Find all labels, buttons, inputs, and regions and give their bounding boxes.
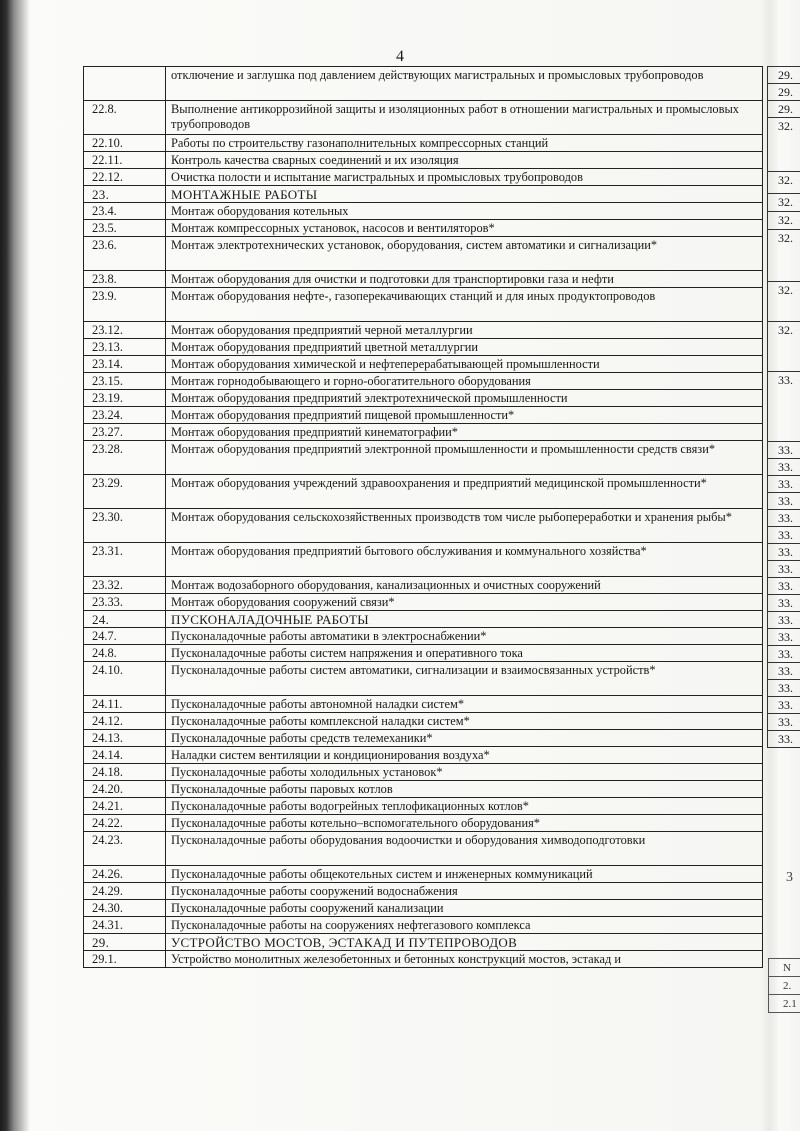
table-row — [84, 832, 763, 866]
neighbor-item-number: 33. — [768, 731, 800, 748]
table-row — [84, 424, 763, 441]
neighbor-row — [768, 510, 800, 527]
item-description: Пусконаладочные работы сооружений канализации — [166, 900, 763, 917]
neighbor-bottom-cell: 2. — [769, 977, 800, 995]
neighbor-item-number: 33. — [768, 714, 800, 731]
neighbor-item-number: 32. — [768, 212, 800, 230]
item-description: Наладки систем вентиляции и кондиционирования воздуха* — [166, 747, 763, 764]
neighbor-item-number: 32. — [768, 282, 800, 322]
neighbor-bottom-cell: N — [769, 959, 800, 977]
neighbor-bottom-row — [769, 995, 800, 1013]
item-description: Монтаж оборудования сельскохозяйственных производств том числе рыбопереработки и хранения рыбы* — [166, 509, 763, 543]
neighbor-item-number: 29. — [768, 101, 800, 118]
neighbor-row — [768, 629, 800, 646]
neighbor-page-fragment: 3 — [786, 870, 793, 885]
item-number: 24.26. — [84, 866, 166, 883]
neighbor-row — [768, 459, 800, 476]
table-row — [84, 152, 763, 169]
item-description: Пусконаладочные работы систем автоматики, сигнализации и взаимосвязанных устройств* — [166, 662, 763, 696]
table-row — [84, 237, 763, 271]
table-row — [84, 509, 763, 543]
item-number: 24.14. — [84, 747, 166, 764]
item-number: 22.8. — [84, 101, 166, 135]
item-number: 24.30. — [84, 900, 166, 917]
neighbor-row — [768, 714, 800, 731]
item-number: 22.10. — [84, 135, 166, 152]
table-body — [84, 67, 763, 968]
table-row — [84, 220, 763, 237]
item-description: Пусконаладочные работы котельно–вспомогательного оборудования* — [166, 815, 763, 832]
neighbor-item-number: 32. — [768, 172, 800, 194]
neighbor-row — [768, 118, 800, 172]
section-title: МОНТАЖНЫЕ РАБОТЫ — [166, 186, 763, 203]
table-row — [84, 815, 763, 832]
item-description: Пусконаладочные работы средств телемеханики* — [166, 730, 763, 747]
item-number: 23.13. — [84, 339, 166, 356]
table-row — [84, 883, 763, 900]
table-row — [84, 866, 763, 883]
table-row — [84, 764, 763, 781]
item-number — [84, 67, 166, 101]
table-row — [84, 373, 763, 390]
table-row — [84, 288, 763, 322]
item-description: Работы по строительству газонаполнительных компрессорных станций — [166, 135, 763, 152]
neighbor-item-number: 32. — [768, 230, 800, 282]
neighbor-page-table — [768, 67, 800, 748]
table-row — [84, 900, 763, 917]
item-number: 23.12. — [84, 322, 166, 339]
item-description: Пусконаладочные работы общекотельных систем и инженерных коммуникаций — [166, 866, 763, 883]
item-description: Монтаж оборудования предприятий черной металлургии — [166, 322, 763, 339]
neighbor-row — [768, 212, 800, 230]
section-row — [84, 186, 763, 203]
section-title: ПУСКОНАЛАДОЧНЫЕ РАБОТЫ — [166, 611, 763, 628]
neighbor-row — [768, 731, 800, 748]
item-number: 24.13. — [84, 730, 166, 747]
item-description: Пусконаладочные работы систем напряжения и оперативного тока — [166, 645, 763, 662]
neighbor-row — [768, 84, 800, 101]
table-row — [84, 917, 763, 934]
neighbor-item-number: 33. — [768, 544, 800, 561]
table-row — [84, 203, 763, 220]
table-row — [84, 101, 763, 135]
item-number: 23.24. — [84, 407, 166, 424]
neighbor-row — [768, 612, 800, 629]
section-row — [84, 611, 763, 628]
item-description: Пусконаладочные работы оборудования водоочистки и оборудования химводоподготовки — [166, 832, 763, 866]
table-row — [84, 730, 763, 747]
table-row — [84, 271, 763, 288]
work-types-table — [83, 66, 763, 968]
neighbor-row — [768, 595, 800, 612]
neighbor-item-number: 33. — [768, 697, 800, 714]
item-number: 23.29. — [84, 475, 166, 509]
item-description: Монтаж электротехнических установок, оборудования, систем автоматики и сигнализации* — [166, 237, 763, 271]
item-number: 23.6. — [84, 237, 166, 271]
neighbor-row — [768, 442, 800, 459]
neighbor-row — [768, 578, 800, 595]
neighbor-row — [768, 680, 800, 697]
item-number: 23.9. — [84, 288, 166, 322]
table-row — [84, 322, 763, 339]
item-number: 23.32. — [84, 577, 166, 594]
neighbor-row — [768, 172, 800, 194]
neighbor-bottom-row — [769, 977, 800, 995]
neighbor-item-number: 33. — [768, 629, 800, 646]
item-number: 24.23. — [84, 832, 166, 866]
item-description: Монтаж оборудования нефте-, газоперекачивающих станций и для иных продуктопроводов — [166, 288, 763, 322]
neighbor-row — [768, 67, 800, 84]
table-row — [84, 696, 763, 713]
neighbor-row — [768, 663, 800, 680]
table-row — [84, 441, 763, 475]
table-row — [84, 713, 763, 730]
item-description: Пусконаладочные работы паровых котлов — [166, 781, 763, 798]
item-description: Монтаж оборудования предприятий бытового обслуживания и коммунального хозяйства* — [166, 543, 763, 577]
neighbor-page-strip — [767, 66, 800, 836]
table-row — [84, 67, 763, 101]
neighbor-row — [768, 194, 800, 212]
item-number: 24.22. — [84, 815, 166, 832]
table-row — [84, 951, 763, 968]
table-row — [84, 577, 763, 594]
item-number: 23.15. — [84, 373, 166, 390]
item-number: 29.1. — [84, 951, 166, 968]
item-number: 29. — [84, 934, 166, 951]
item-number: 23.27. — [84, 424, 166, 441]
table-row — [84, 339, 763, 356]
neighbor-item-number: 32. — [768, 194, 800, 212]
table-row — [84, 645, 763, 662]
item-description: Монтаж горнодобывающего и горно-обогатительного оборудования — [166, 373, 763, 390]
neighbor-item-number: 33. — [768, 459, 800, 476]
table-row — [84, 356, 763, 373]
item-description: Монтаж оборудования предприятий электротехнической промышленности — [166, 390, 763, 407]
item-description: Выполнение антикоррозийной защиты и изоляционных работ в отношении магистральных и промысловых трубопроводов — [166, 101, 763, 135]
neighbor-bottom-row — [769, 959, 800, 977]
item-description: Монтаж оборудования для очистки и подготовки для транспортировки газа и нефти — [166, 271, 763, 288]
neighbor-row — [768, 561, 800, 578]
neighbor-row — [768, 322, 800, 372]
table-row — [84, 747, 763, 764]
item-number: 23.33. — [84, 594, 166, 611]
neighbor-row — [768, 544, 800, 561]
section-title: УСТРОЙСТВО МОСТОВ, ЭСТАКАД И ПУТЕПРОВОДОВ — [166, 934, 763, 951]
item-number: 23.8. — [84, 271, 166, 288]
item-description: Пусконаладочные работы сооружений водоснабжения — [166, 883, 763, 900]
table-row — [84, 407, 763, 424]
item-number: 23.19. — [84, 390, 166, 407]
neighbor-item-number: 33. — [768, 372, 800, 442]
item-description: Монтаж оборудования предприятий кинематографии* — [166, 424, 763, 441]
table-row — [84, 628, 763, 645]
neighbor-item-number: 33. — [768, 595, 800, 612]
neighbor-row — [768, 282, 800, 322]
neighbor-item-number: 33. — [768, 493, 800, 510]
item-number: 24.7. — [84, 628, 166, 645]
neighbor-item-number: 33. — [768, 510, 800, 527]
neighbor-item-number: 33. — [768, 527, 800, 544]
neighbor-row — [768, 646, 800, 663]
neighbor-row — [768, 101, 800, 118]
table-row — [84, 662, 763, 696]
item-number: 24.8. — [84, 645, 166, 662]
scan-edge-shadow — [0, 0, 30, 1131]
neighbor-item-number: 32. — [768, 322, 800, 372]
item-number: 23.31. — [84, 543, 166, 577]
item-number: 23.14. — [84, 356, 166, 373]
neighbor-item-number: 33. — [768, 442, 800, 459]
neighbor-row — [768, 493, 800, 510]
neighbor-item-number: 33. — [768, 663, 800, 680]
item-number: 24.11. — [84, 696, 166, 713]
item-description: Монтаж оборудования предприятий цветной металлургии — [166, 339, 763, 356]
neighbor-item-number: 32. — [768, 118, 800, 172]
item-number: 23. — [84, 186, 166, 203]
item-number: 24.10. — [84, 662, 166, 696]
table-row — [84, 475, 763, 509]
item-number: 24.12. — [84, 713, 166, 730]
item-description: Пусконаладочные работы автоматики в электроснабжении* — [166, 628, 763, 645]
item-description: Монтаж оборудования учреждений здравоохранения и предприятий медицинской промышленности* — [166, 475, 763, 509]
item-description: Монтаж оборудования котельных — [166, 203, 763, 220]
neighbor-row — [768, 476, 800, 493]
item-number: 24.21. — [84, 798, 166, 815]
item-description: Монтаж водозаборного оборудования, канализационных и очистных сооружений — [166, 577, 763, 594]
neighbor-item-number: 33. — [768, 646, 800, 663]
item-number: 22.12. — [84, 169, 166, 186]
item-description: Монтаж оборудования предприятий пищевой промышленности* — [166, 407, 763, 424]
item-description: отключение и заглушка под давлением действующих магистральных и промысловых трубопроводов — [166, 67, 763, 101]
item-number: 24.18. — [84, 764, 166, 781]
item-number: 24.29. — [84, 883, 166, 900]
table-row — [84, 390, 763, 407]
item-description: Монтаж оборудования химической и нефтеперерабатывающей промышленности — [166, 356, 763, 373]
item-description: Пусконаладочные работы холодильных установок* — [166, 764, 763, 781]
item-description: Устройство монолитных железобетонных и бетонных конструкций мостов, эстакад и — [166, 951, 763, 968]
item-description: Монтаж оборудования предприятий электронной промышленности и промышленности средств связи* — [166, 441, 763, 475]
item-number: 24.31. — [84, 917, 166, 934]
neighbor-row — [768, 527, 800, 544]
item-description: Монтаж оборудования сооружений связи* — [166, 594, 763, 611]
table-row — [84, 781, 763, 798]
item-number: 24. — [84, 611, 166, 628]
neighbor-page-bottom-table — [768, 958, 800, 1018]
neighbor-row — [768, 372, 800, 442]
item-description: Контроль качества сварных соединений и их изоляция — [166, 152, 763, 169]
neighbor-row — [768, 230, 800, 282]
neighbor-item-number: 33. — [768, 578, 800, 595]
table-row — [84, 798, 763, 815]
neighbor-item-number: 33. — [768, 612, 800, 629]
neighbor-item-number: 33. — [768, 476, 800, 493]
item-number: 22.11. — [84, 152, 166, 169]
table-row — [84, 169, 763, 186]
neighbor-bottom-cell: 2.1 — [769, 995, 800, 1013]
item-description: Очистка полости и испытание магистральных и промысловых трубопроводов — [166, 169, 763, 186]
item-number: 23.30. — [84, 509, 166, 543]
item-description: Монтаж компрессорных установок, насосов и вентиляторов* — [166, 220, 763, 237]
item-number: 23.4. — [84, 203, 166, 220]
table-row — [84, 543, 763, 577]
neighbor-item-number: 33. — [768, 561, 800, 578]
table-row — [84, 135, 763, 152]
item-description: Пусконаладочные работы водогрейных теплофикационных котлов* — [166, 798, 763, 815]
item-description: Пусконаладочные работы комплексной наладки систем* — [166, 713, 763, 730]
item-number: 24.20. — [84, 781, 166, 798]
neighbor-row — [768, 697, 800, 714]
item-number: 23.28. — [84, 441, 166, 475]
neighbor-item-number: 29. — [768, 84, 800, 101]
section-row — [84, 934, 763, 951]
item-description: Пусконаладочные работы на сооружениях нефтегазового комплекса — [166, 917, 763, 934]
neighbor-item-number: 29. — [768, 67, 800, 84]
table-row — [84, 594, 763, 611]
item-number: 23.5. — [84, 220, 166, 237]
page-number: 4 — [396, 48, 404, 65]
item-description: Пусконаладочные работы автономной наладки систем* — [166, 696, 763, 713]
neighbor-item-number: 33. — [768, 680, 800, 697]
